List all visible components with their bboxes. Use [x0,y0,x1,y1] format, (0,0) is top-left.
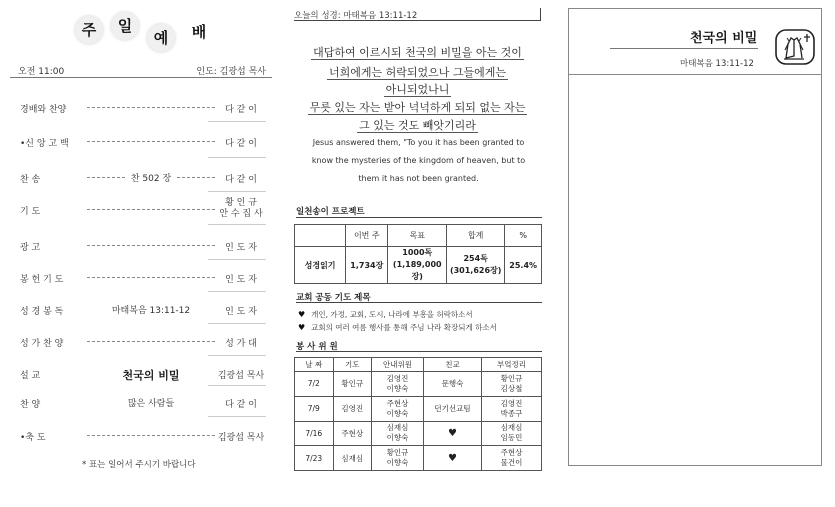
order-item-who: 황 인 규 안 수 집 사 [219,198,263,219]
order-row-offering-prayer [12,266,274,288]
order-row-scripture [12,298,274,320]
service-section-title: 봉 사 위 원 [296,342,338,352]
service-leader: 인도: 김광섭 목사 [196,67,266,77]
verse-line-1: 대답하여 이르시되 천국의 비밀을 아는 것이 [313,46,522,59]
verse-line-2: 너희에게는 허락되었으나 그들에게는 [328,66,506,79]
service-time: 오전 11:00 [18,67,65,77]
order-item-who: 김광섭 목사 [217,433,265,443]
title-char-3: 예 [147,24,175,52]
title-char-2: 일 [111,12,139,40]
praying-hands-icon [774,28,816,66]
verse-line-4: 무릇 있는 자는 받아 넉넉하게 되되 없는 자는 [309,101,526,114]
standing-footnote: * 표는 일어서 주시기 바랍니다 [82,460,196,470]
row-divider [208,224,266,225]
heart-icon: ♥ [298,310,306,319]
row-divider [208,157,266,158]
heart-icon: ♥ [424,446,482,471]
sermon-notes-box [568,8,822,466]
order-row-choir [12,330,274,352]
order-item-who: 다 같 이 [225,175,257,185]
section-divider [296,302,542,303]
row-divider [208,191,266,192]
service-info-row [18,64,266,77]
order-item-who: 다 같 이 [225,105,257,115]
order-row-creed [12,130,274,152]
section-divider [296,351,542,352]
sermon-title: 천국의 비밀 [690,31,758,46]
worship-title [75,12,235,52]
order-item-name: •신 앙 고 백 [20,139,69,149]
order-row-sermon [12,362,274,384]
order-item-name: 경배와 찬양 [20,105,67,115]
reading-project-table [294,224,542,284]
order-row-prayer [12,198,274,220]
order-item-name: 광 고 [20,243,41,253]
header-divider [294,20,541,21]
project-section-title: 일천송이 프로젝트 [296,207,365,217]
heart-icon: ♥ [424,421,482,446]
order-item-detail: 많은 사람들 [124,399,178,409]
order-row-hymn [12,166,274,188]
order-row-benediction [12,424,274,446]
order-item-detail: 찬 502 장 [127,174,175,184]
order-item-who: 다 같 이 [225,139,257,149]
sermon-reference: 마태복음 13:11-12 [680,59,754,69]
row-divider [208,121,266,122]
order-item-name: 찬 송 [20,175,41,185]
row-divider [208,355,266,356]
row-divider [208,259,266,260]
table-header-row: 이번 주 목표 합계 % [295,225,542,247]
section-divider [296,217,542,218]
row-divider [208,385,266,386]
table-row: 7/2 황인규 김영진 이향숙 문행숙 황인규 김상철 [295,372,542,397]
title-char-4: 배 [191,23,207,41]
title-char-1: 주 [75,16,103,44]
order-item-name: •축 도 [20,433,46,443]
order-row-announcements [12,234,274,256]
row-divider [208,291,266,292]
verse-line-5: 그 있는 것도 빼앗기리라 [359,119,476,132]
order-item-name: 찬 양 [20,400,41,410]
sermon-title-label: 천국의 비밀 [119,369,184,382]
order-item-who: 성 가 대 [225,339,257,349]
english-verse: Jesus answered them, "To you it has been granted to know the mysteries of the kingdom of heaven, but to them it has not been granted. [311,138,526,183]
table-row: 7/16 주현상 심재심 이향숙 ♥ 심재심 임동민 [295,421,542,446]
table-row: 성경읽기 1,734장 1000독 (1,189,000장) 254독 (301,626장) 25.4% [295,247,542,284]
order-item-name: 기 도 [20,207,41,217]
prayer-item: ♥ 교회의 여러 여름 행사를 통해 주님 나라 확장되게 하소서 [298,323,497,332]
prayer-section-title: 교회 공동 기도 제목 [296,293,371,303]
heart-icon: ♥ [298,323,306,332]
table-row: 7/9 김영진 주현상 이향숙 던기선교팀 김영진 박종구 [295,396,542,421]
service-volunteers-table [294,357,542,471]
order-item-name: 봉 헌 기 도 [20,275,64,285]
header-divider [10,77,272,78]
sermon-title-underline [610,48,758,49]
table-header-row: 날 짜 기도 안내위원 친교 부엌정리 [295,358,542,372]
table-row: 7/23 심재심 황인규 이향숙 ♥ 주현상 물건이 [295,446,542,471]
order-item-who: 인 도 자 [225,307,257,317]
order-item-detail: 마태복음 13:11-12 [108,306,194,316]
prayer-item: ♥ 개인, 가정, 교회, 도시, 나라에 부흥을 허락하소서 [298,310,473,319]
order-item-who: 김광섭 목사 [217,371,265,381]
order-item-name: 성 가 찬 양 [20,339,64,349]
verse-line-3: 아니되었나니 [385,83,450,96]
order-item-who: 다 같 이 [225,400,257,410]
order-item-who: 인 도 자 [225,275,257,285]
order-row-praise [12,96,274,118]
order-item-name: 성 경 봉 독 [20,307,64,317]
row-divider [208,416,266,417]
order-item-who: 인 도 자 [225,243,257,253]
order-item-name: 설 교 [20,371,41,381]
sermon-notes-divider [568,74,821,75]
order-row-closing-hymn [12,391,274,413]
todays-scripture-header: 오늘의 성경: 마태복음 13:11-12 [294,11,418,21]
row-divider [208,323,266,324]
header-tick [540,8,541,20]
